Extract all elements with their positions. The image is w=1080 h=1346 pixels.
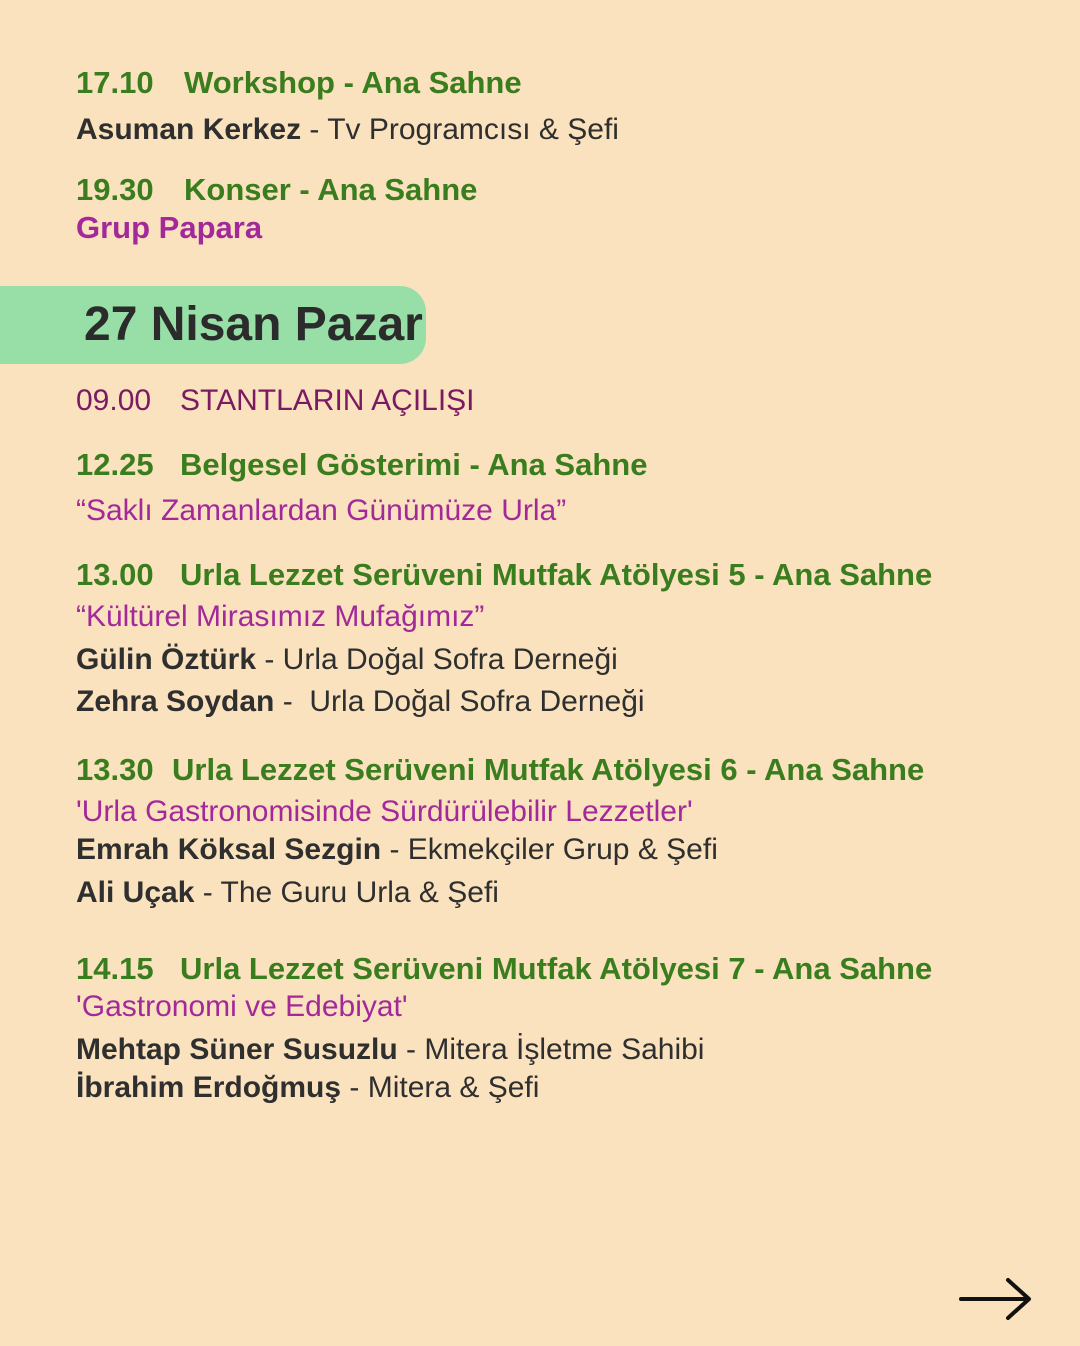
event-title-row [76, 63, 522, 103]
speaker-role: - Ekmekçiler Grup & Şefi [381, 833, 718, 866]
performer-name: Grup Papara [76, 210, 263, 245]
speaker-name: Ali Uçak [76, 876, 195, 909]
event-title-row [76, 750, 924, 790]
speaker-line [76, 110, 619, 150]
event-time: 13.00 [76, 557, 154, 592]
speaker-line [76, 1068, 539, 1108]
event-title-row [76, 555, 932, 595]
event-time: 17.10 [76, 65, 154, 100]
speaker-name: Asuman Kerkez [76, 113, 302, 146]
event-title: Urla Lezzet Serüveni Mutfak Atölyesi 7 - Ana Sahne [180, 951, 933, 986]
event-subtitle: “Kültürel Mirasımız Mufağımız” [76, 600, 485, 633]
event-title-row [76, 381, 475, 421]
speaker-line [76, 1030, 704, 1070]
speaker-line [76, 830, 718, 870]
speaker-line [76, 682, 645, 722]
event-subtitle: 'Urla Gastronomisinde Sürdürülebilir Lezzetler' [76, 795, 693, 828]
event-time: 19.30 [76, 172, 154, 207]
speaker-role: - Tv Programcısı & Şefi [301, 113, 619, 146]
event-title-row [76, 170, 477, 210]
event-time: 13.30 [76, 752, 154, 787]
speaker-name: İbrahim Erdoğmuş [76, 1071, 342, 1104]
event-title: Urla Lezzet Serüveni Mutfak Atölyesi 6 - Ana Sahne [172, 752, 925, 787]
speaker-role: - Urla Doğal Sofra Derneği [274, 685, 645, 718]
speaker-role: - Mitera & Şefi [341, 1071, 540, 1104]
day-header-banner [0, 286, 426, 364]
event-title: Konser - Ana Sahne [184, 172, 478, 207]
speaker-name: Gülin Öztürk [76, 643, 256, 676]
event-subtitle: “Saklı Zamanlardan Günümüze Urla” [76, 494, 567, 527]
speaker-role: - Mitera İşletme Sahibi [397, 1033, 705, 1066]
event-time: 09.00 [76, 384, 152, 417]
event-title: Urla Lezzet Serüveni Mutfak Atölyesi 5 - Ana Sahne [180, 557, 933, 592]
speaker-line [76, 873, 499, 913]
speaker-name: Mehtap Süner Susuzlu [76, 1033, 398, 1066]
speaker-role: - The Guru Urla & Şefi [194, 876, 499, 909]
speaker-name: Zehra Soydan [76, 685, 275, 718]
event-time: 12.25 [76, 447, 154, 482]
arrow-right-icon[interactable] [958, 1276, 1034, 1322]
event-title-row [76, 445, 647, 485]
speaker-role: - Urla Doğal Sofra Derneği [256, 643, 618, 676]
speaker-line [76, 640, 618, 680]
event-title: STANTLARIN AÇILIŞI [180, 384, 475, 417]
event-time: 14.15 [76, 951, 154, 986]
event-title: Workshop - Ana Sahne [184, 65, 522, 100]
speaker-name: Emrah Köksal Sezgin [76, 833, 382, 866]
event-title-row [76, 949, 932, 989]
event-title: Belgesel Gösterimi - Ana Sahne [180, 447, 648, 482]
day-header-title: 27 Nisan Pazar [84, 298, 423, 351]
event-subtitle: 'Gastronomi ve Edebiyat' [76, 990, 408, 1023]
